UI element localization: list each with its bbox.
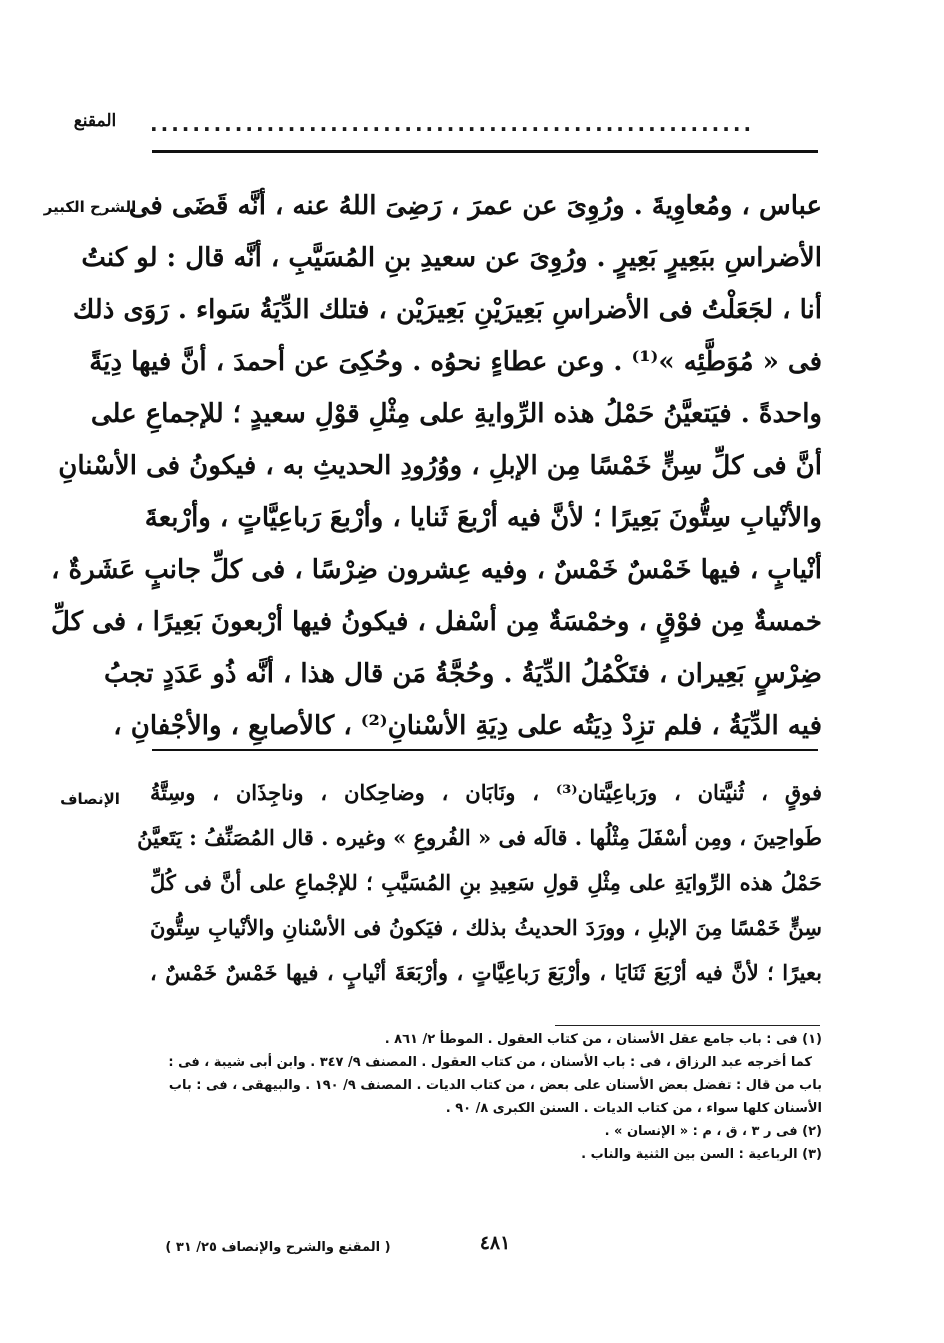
footnote-rule xyxy=(555,1025,820,1026)
volume-reference: ( المقنع والشرح والإنصاف ٢٥/ ٣١ ) xyxy=(165,1240,391,1255)
header-rule xyxy=(152,150,818,153)
text-line: واحدةً . فيَتعيَّنُ حَمْلُ هذه الرِّوايةِ على مِثْلِ قوْلِ سعيدٍ ؛ للإجماعِ على xyxy=(90,399,822,429)
running-header-title: المقنع xyxy=(73,111,117,131)
text-line: عباس ، ومُعاوِيةَ . ورُوِىَ عن عمرَ ، رَضِىَ اللهُ عنه ، أنَّه قَضَى فى xyxy=(128,191,822,221)
footnote-1-cont: الأسنان كلها سواء ، من كتاب الديات . السنن الكبرى ٨/ ٩٠ . xyxy=(445,1101,822,1116)
section-divider xyxy=(152,749,818,751)
section-label-sharh: الشرح الكبير xyxy=(43,198,137,216)
text-line: فيه الدِّيَةُ ، فلم تزِدْ دِيَتُه على دِيَةِ الأسْنانِ⁽²⁾ ، كالأصابعِ ، والأجْفانِ ، xyxy=(113,711,822,741)
text-line: أنا ، لجَعَلْتُ فى الأضراسِ بَعِيرَيْنِ بَعِيرَيْن ، فتلك الدِّيَةُ سَواء . رَوَى ذلك xyxy=(72,295,822,325)
text-line: بعيرًا ؛ لأنَّ فيه أرْبَعَ ثَنَايَا ، وأرْبَعَ رَباعِيَّاتٍ ، وأرْبَعَةَ أنْيابٍ ، فيها خَمْسٌ خَمْسٌ ، xyxy=(150,960,822,985)
text-line: أنْيابٍ ، فيها خَمْسٌ خَمْسٌ ، وفيه عِشرون ضِرْسًا ، فى كلِّ جانبٍ عَشَرةٌ ، xyxy=(51,555,822,585)
text-line: خمسةٌ مِن فوْقٍ ، وخمْسَةٌ مِن أسْفل ، فيكونُ فيها أرْبعونَ بَعِيرًا ، فى كلِّ xyxy=(50,607,822,637)
page-number: ٤٨١ xyxy=(479,1232,511,1254)
text-line: أنَّ فى كلِّ سِنٍّ خَمْسًا مِن الإبلِ ، ووُرُودِ الحديثِ به ، فيكونُ فى الأسْنانِ xyxy=(58,451,822,481)
text-line: طَواحِينَ ، ومِن أسْفَلَ مِثْلُها . قالَه فى « الفُروعِ » وغيره . قال المُصَنِّفُ : يَتَعيَّنُ xyxy=(137,825,822,850)
text-line: والأنْيابِ سِتُّونَ بَعِيرًا ؛ لأنَّ فيه أرْبعَ ثَنايا ، وأرْبعَ رَباعِيَّاتٍ ، وأرْبعةَ xyxy=(144,503,822,533)
text-line: فى « مُوَطَّئِه »⁽¹⁾ . وعن عطاءٍ نحوُه . وحُكِىَ عن أحمدَ ، أنَّ فيها دِيَةً xyxy=(89,347,822,377)
text-line: سِنٍّ خَمْسًا مِنَ الإبلِ ، وورَدَ الحديثُ بذلك ، فيَكونُ فى الأسْنانِ والأنْيابِ سِتُّونَ xyxy=(150,915,822,940)
text-line: فوقٍ ، ثُنيَّتان ، ورَباعِيَّتان⁽³⁾ ، ونَابَان ، وضاحِكان ، وناجِذَان ، وسِتَّةُ xyxy=(150,780,822,805)
footnote-1-cont: باب من قال : تفضل بعض الأسنان على بعض ، من كتاب الديات . المصنف ٩/ ١٩٠ . والبيهقى ، فى : باب xyxy=(168,1078,822,1093)
footnotes xyxy=(150,1028,822,1166)
footnote-2: (٢) فى ر ٣ ، ق ، م : « الإنسان » . xyxy=(604,1124,822,1139)
text-line: ضِرْسٍ بَعِيران ، فتَكْمُلُ الدِّيَةُ . وحُجَّةُ مَن قال هذا ، أنَّه ذُو عَدَدٍ تجبُ xyxy=(103,659,822,689)
text-line: حَمْلُ هذه الرِّوايَةِ على مِثْلِ قولِ سَعِيدِ بنِ المُسَيَّبِ ؛ للإجْماعِ على أنَّ فى كُلِّ xyxy=(150,870,822,895)
footnote-3: (٣) الرباعية : السن بين الثنية والناب . xyxy=(581,1147,822,1162)
footnote-1: (١) فى : باب جامع عقل الأسنان ، من كتاب العقول . الموطأ ٢/ ٨٦١ . xyxy=(384,1032,822,1047)
header-dotted-leader: ......................................................... xyxy=(150,112,755,136)
insaf-text-block xyxy=(137,770,822,995)
section-label-insaf: الإنصاف xyxy=(60,790,120,808)
text-line: الأضراسِ ببَعِيرٍ بَعِيرٍ . ورُوِىَ عن سعيدِ بنِ المُسَيَّبِ ، أنَّه قال : لو كنتُ xyxy=(81,243,822,273)
footnote-1-cont: كما أخرجه عبد الرزاق ، فى : باب الأسنان ، من كتاب العقول . المصنف ٩/ ٣٤٧ . وابن أبى شيبة ، فى : xyxy=(168,1055,812,1070)
